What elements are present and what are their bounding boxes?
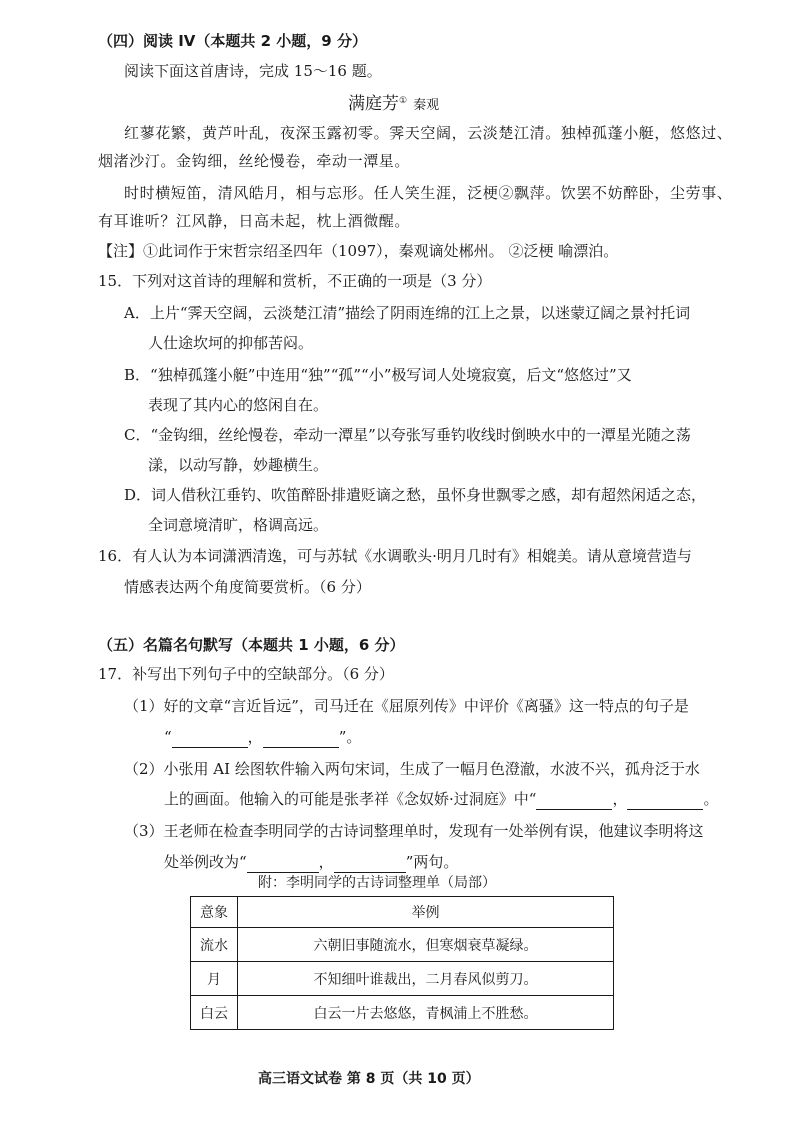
q15-option-a-cont: 人仕途坎坷的抑郁苦闷。	[148, 334, 314, 352]
poem-image-table	[190, 896, 614, 1030]
table-row	[191, 996, 614, 1030]
q15-option-d: D．词人借秋江垂钓、吹笛醉卧排遣贬谪之愁，虽怀身世飘零之感，却有超然闲适之态，	[124, 486, 707, 504]
poem-line: 有耳谁听？江风静，日高未起，枕上酒微醒。	[98, 212, 411, 230]
poem-title: 满庭芳	[348, 94, 399, 114]
q17-part3: （3）王老师在检查李明同学的古诗词整理单时，发现有一处举例有误，他建议李明将这	[124, 822, 704, 840]
table-cell-example: 白云一片去悠悠，青枫浦上不胜愁。	[238, 996, 614, 1030]
q17-part1-answer: “ ， ”。	[164, 728, 362, 746]
q15-option-b-cont: 表现了其内心的悠闲自在。	[148, 396, 329, 414]
poem-note: 【注】①此词作于宋哲宗绍圣四年（1097），秦观谪处郴州。 ②泛梗 喻漂泊。	[98, 242, 619, 260]
table-cell-example: 六朝旧事随流水，但寒烟衰草凝绿。	[238, 928, 614, 962]
answer-blank[interactable]	[627, 793, 703, 810]
table-row	[191, 962, 614, 996]
q15-option-a: A．上片“霁天空阔，云淡楚江清”描绘了阴雨连绵的江上之景，以迷蒙辽阔之景衬托词	[124, 304, 691, 322]
answer-blank[interactable]	[172, 731, 248, 748]
reading-instruction: 阅读下面这首唐诗，完成 15～16 题。	[124, 62, 382, 80]
q17-part3-answer: 处举例改为“ ， ”两句。	[164, 853, 459, 871]
poem-line: 烟渚沙汀。金钩细，丝纶慢卷，牵动一潭星。	[98, 152, 411, 170]
poem-title-note: ①	[399, 96, 408, 106]
table-row	[191, 928, 614, 962]
page-footer: 高三语文试卷 第 8 页（共 10 页）	[258, 1071, 480, 1087]
poem-title-line	[348, 90, 439, 117]
answer-blank[interactable]	[536, 793, 612, 810]
section4-header: （四）阅读 IV（本题共 2 小题，9 分）	[98, 32, 367, 50]
poem-line: 红蓼花繁，黄芦叶乱，夜深玉露初零。霁天空阔，云淡楚江清。独棹孤蓬小艇，悠悠过、	[124, 124, 733, 142]
q15-option-b: B．“独棹孤篷小艇”中连用“独”“孤”“小”极写词人处境寂寞，后文“悠悠过”又	[124, 366, 632, 384]
table-cell-example: 不知细叶谁裁出，二月春风似剪刀。	[238, 962, 614, 996]
table-header-cell: 意象	[191, 897, 238, 928]
q15-option-c-cont: 漾，以动写静，妙趣横生。	[148, 456, 329, 474]
q15-option-c: C．“金钩细，丝纶慢卷，牵动一潭星”以夸张写垂钓收线时倒映水中的一潭星光随之荡	[124, 426, 691, 444]
q15-stem: 15．下列对这首诗的理解和赏析，不正确的一项是（3 分）	[98, 272, 492, 290]
table-cell-image: 流水	[191, 928, 238, 962]
q17-part1: （1）好的文章“言近旨远”，司马迁在《屈原列传》中评价《离骚》这一特点的句子是	[124, 697, 689, 715]
table-header-row	[191, 897, 614, 928]
poem-line: 时时横短笛，清风皓月，相与忘形。任人笑生涯，泛梗②飘萍。饮罢不妨醉卧，尘劳事、	[124, 184, 733, 202]
table-header-cell: 举例	[238, 897, 614, 928]
q17-part2-answer: 上的画面。他输入的可能是张孝祥《念奴娇·过洞庭》中“ ， 。	[164, 790, 719, 808]
q16-text: 16．有人认为本词潇洒清逸，可与苏轼《水调歌头·明月几时有》相媲美。请从意境营造与	[98, 547, 692, 565]
table-caption: 附：李明同学的古诗词整理单（局部）	[258, 875, 496, 891]
table-cell-image: 白云	[191, 996, 238, 1030]
q17-stem: 17．补写出下列句子中的空缺部分。（6 分）	[98, 665, 394, 683]
q16-text-cont: 情感表达两个角度简要赏析。（6 分）	[124, 578, 371, 596]
answer-blank[interactable]	[263, 731, 339, 748]
q15-option-d-cont: 全词意境清旷，格调高远。	[148, 516, 329, 534]
q17-part2: （2）小张用 AI 绘图软件输入两句宋词，生成了一幅月色澄澈，水波不兴，孤舟泛于水	[124, 760, 700, 778]
answer-blank[interactable]	[247, 856, 319, 873]
table-cell-image: 月	[191, 962, 238, 996]
answer-blank[interactable]	[334, 856, 406, 873]
section5-header: （五）名篇名句默写（本题共 1 小题，6 分）	[98, 636, 405, 654]
poem-author: 秦观	[413, 98, 440, 113]
